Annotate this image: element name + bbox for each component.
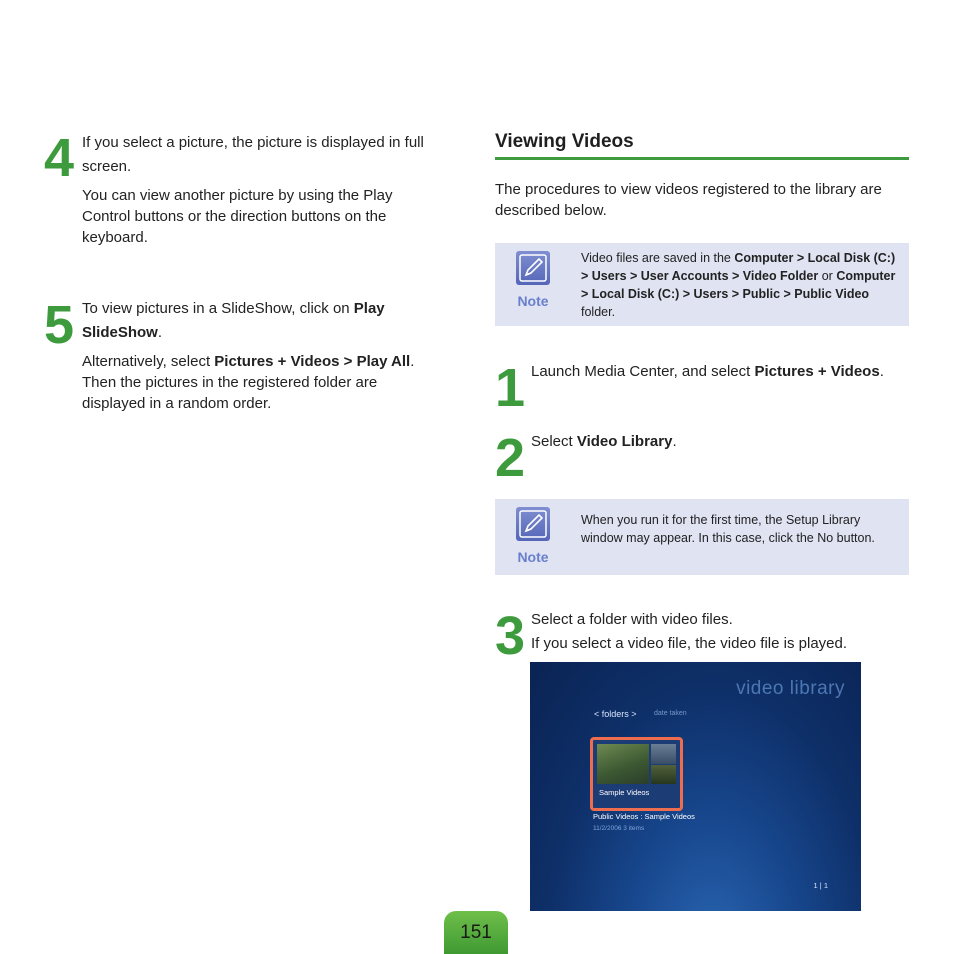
note-pencil-icon <box>516 251 550 285</box>
page-number: 151 <box>460 922 492 943</box>
step-4-text-2: You can view another picture by using the Play Control buttons or the direction buttons on the keyboard. <box>82 187 393 246</box>
note-1-text-pre: Video files are saved in the <box>581 251 735 265</box>
step-3-text-2: If you select a video file, the video file is played. <box>531 635 848 652</box>
note-1-path-1: Computer > Local Disk (C:) > Users > User Accounts > Video Folder <box>581 251 896 283</box>
sample-videos-folder-tile[interactable] <box>590 737 683 811</box>
note-2-text: When you run it for the first time, the Setup Library window may appear. In this case, click the No button. <box>581 513 875 545</box>
video-thumbnail-icon <box>651 765 676 784</box>
step-5-text-2-pre: Alternatively, select <box>82 353 215 370</box>
step-5-text-2 <box>82 351 432 414</box>
step-number-5: 5 <box>44 295 73 355</box>
step-1-text-bold: Pictures + Videos <box>754 363 880 380</box>
note-box-2 <box>495 499 909 575</box>
date-taken-sort[interactable]: date taken <box>654 710 687 717</box>
step-number-2: 2 <box>495 428 524 488</box>
step-5-text-2-post: . Then the pictures in the registered folder are displayed in a random order. <box>82 353 415 412</box>
step-5-text-1-bold: Play SlideShow <box>82 300 385 341</box>
note-1-text-post: folder. <box>581 305 616 319</box>
step-2-text-bold: Video Library <box>576 433 673 450</box>
step-1-text <box>531 361 921 382</box>
video-thumbnail-icon <box>651 744 676 764</box>
step-5-text-2-bold: Pictures + Videos > Play All <box>214 353 411 370</box>
section-title: Viewing Videos <box>495 131 909 160</box>
folders-breadcrumb[interactable]: < folders > <box>594 709 637 719</box>
step-number-1: 1 <box>495 358 524 418</box>
video-thumbnail-icon <box>597 744 649 784</box>
note-label: Note <box>517 293 549 309</box>
note-box-1 <box>495 243 909 326</box>
step-number-4: 4 <box>44 128 73 188</box>
media-center-title: video library <box>736 678 845 699</box>
section-intro: The procedures to view videos registered to the library are described below. <box>495 181 882 219</box>
step-3-text-1: Select a folder with video files. <box>531 611 733 628</box>
step-1-text-post: . <box>879 363 884 380</box>
step-5-text-1-pre: To view pictures in a SlideShow, click on <box>82 300 354 317</box>
step-5-text-1 <box>82 297 422 345</box>
step-1-text-pre: Launch Media Center, and select <box>531 363 755 380</box>
step-2-text-pre: Select <box>531 433 577 450</box>
page-indicator: 1 | 1 <box>813 881 828 890</box>
folder-date-info: 11/2/2006 3 items <box>593 825 645 832</box>
note-1-path-2: Computer > Local Disk (C:) > Users > Public > Public Video <box>581 269 896 301</box>
note-pencil-icon <box>516 507 550 541</box>
media-center-screenshot <box>530 662 861 911</box>
note-label: Note <box>517 549 549 565</box>
note-1-text-mid: or <box>818 269 837 283</box>
folder-tile-label: Sample Videos <box>599 788 650 797</box>
step-2-text <box>531 431 901 452</box>
note-1-text <box>581 249 899 321</box>
folder-path: Public Videos : Sample Videos <box>593 812 695 821</box>
step-number-3: 3 <box>495 606 524 666</box>
step-5-text-1-post: . <box>157 324 163 341</box>
step-2-text-post: . <box>672 433 677 450</box>
step-4-text-1: If you select a picture, the picture is displayed in full screen. <box>82 134 424 175</box>
